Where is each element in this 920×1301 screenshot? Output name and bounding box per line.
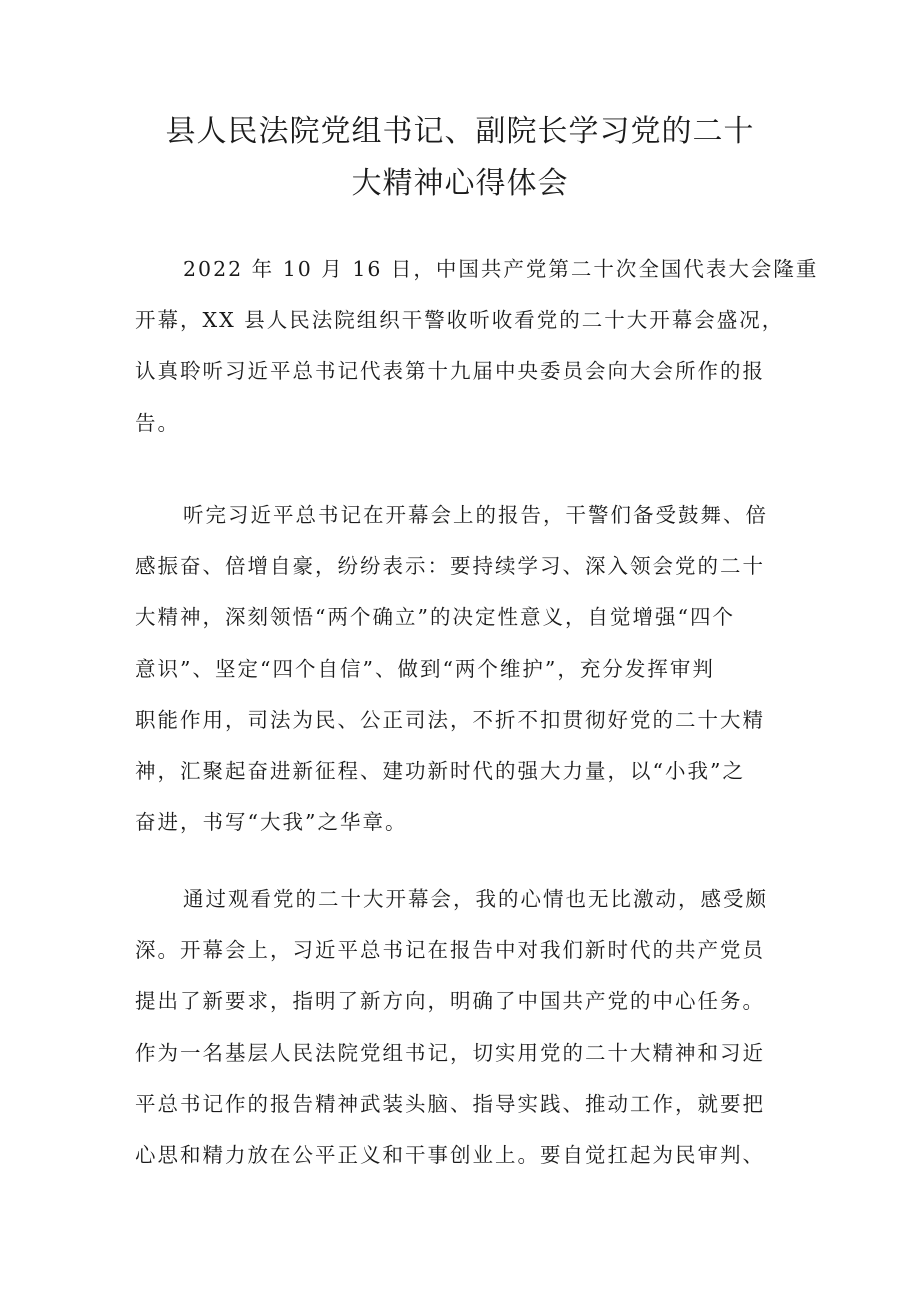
- text-line: 认真聆听习近平总书记代表第十九届中央委员会向大会所作的报: [135, 359, 765, 384]
- document-title: [130, 106, 790, 210]
- text-line: 意识”、坚定“四个自信”、做到“两个维护”，充分发挥审判: [135, 656, 715, 681]
- title-line: 大精神心得体会: [351, 166, 569, 201]
- text-line: 告。: [135, 410, 180, 435]
- text-line: 神，汇聚起奋进新征程、建功新时代的强大力量，以“小我”之: [135, 759, 745, 784]
- text-line: 大精神，深刻领悟“两个确立”的决定性意义，自觉增强“四个: [135, 605, 735, 630]
- text-line: 职能作用，司法为民、公正司法，不折不扣贯彻好党的二十大精: [135, 707, 765, 732]
- text-line: 平总书记作的报告精神武装头脑、指导实践、推动工作，就要把: [135, 1091, 765, 1116]
- text-line: 感振奋、倍增自豪，纷纷表示：要持续学习、深入领会党的二十: [135, 554, 765, 579]
- text-line: 作为一名基层人民法院党组书记，切实用党的二十大精神和习近: [135, 1040, 765, 1065]
- text-line: 心思和精力放在公平正义和干事创业上。要自觉扛起为民审判、: [135, 1143, 765, 1168]
- text-line: 奋进，书写“大我”之华章。: [135, 810, 408, 835]
- text-line: 开幕，XX 县人民法院组织干警收听收看党的二十大开幕会盛况，: [135, 308, 785, 333]
- text-line: 深。开幕会上，习近平总书记在报告中对我们新时代的共产党员: [135, 938, 765, 963]
- text-line: 提出了新要求，指明了新方向，明确了中国共产党的中心任务。: [135, 989, 765, 1014]
- title-line: 县人民法院党组书记、副院长学习党的二十: [165, 114, 755, 149]
- paragraph-3: [135, 874, 795, 1181]
- paragraph-1: [135, 244, 819, 449]
- text-line: 2022 年 10 月 16 日，中国共产党第二十次全国代表大会隆重: [183, 257, 819, 281]
- paragraph-2: [135, 490, 795, 848]
- text-line: 听完习近平总书记在开幕会上的报告，干警们备受鼓舞、倍: [183, 503, 768, 527]
- text-line: 通过观看党的二十大开幕会，我的心情也无比激动，感受颇: [183, 887, 768, 911]
